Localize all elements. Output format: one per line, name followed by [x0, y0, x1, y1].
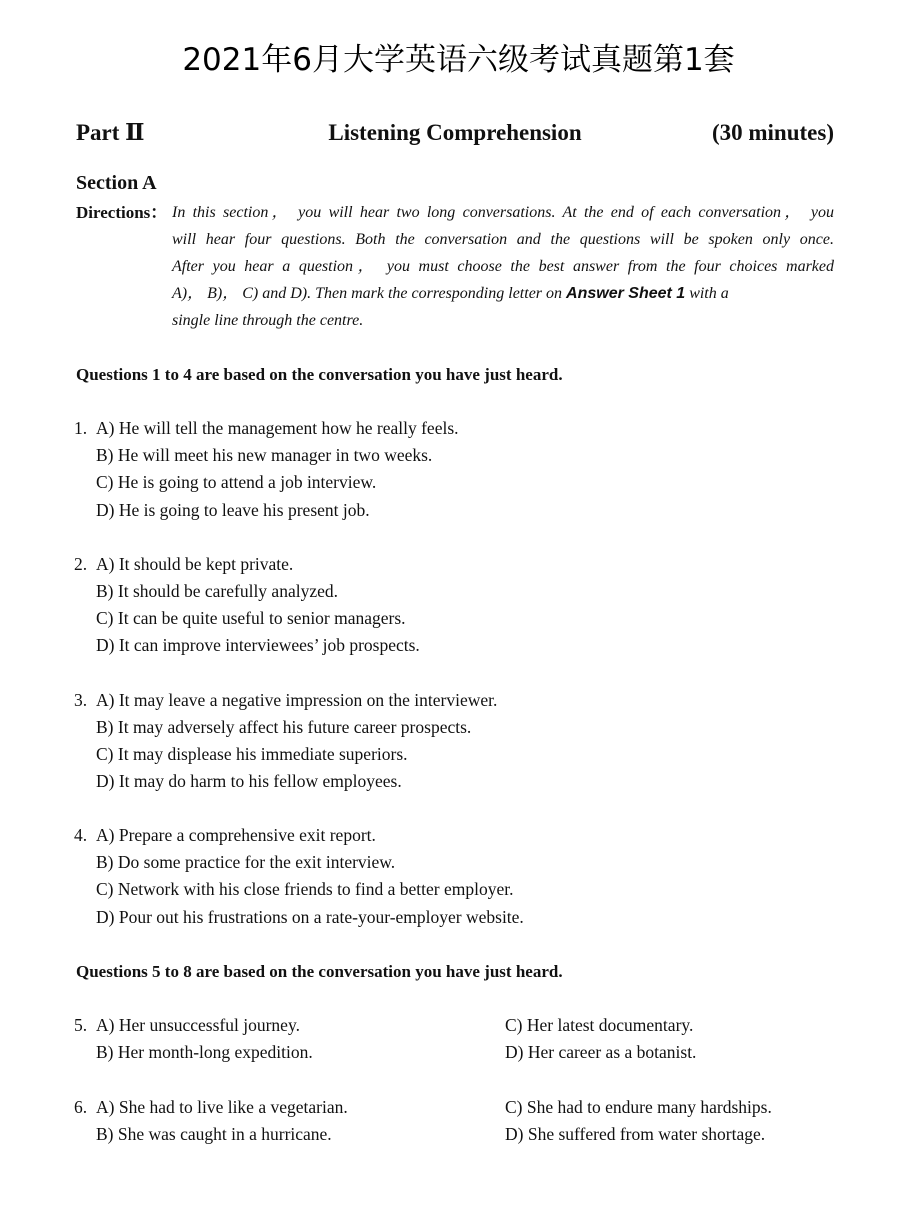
answer-option: B) Do some practice for the exit interview.: [96, 852, 396, 872]
answer-option: D) Her career as a botanist.: [505, 1042, 697, 1062]
directions-line: In this section， you will hear two long conversations. At the end of each conversation， you: [172, 204, 834, 221]
question-group-heading: Questions 5 to 8 are based on the conversation you have just heard.: [76, 962, 563, 981]
question-number: 4.: [74, 825, 88, 845]
answer-option: B) Her month-long expedition.: [96, 1042, 313, 1062]
question-number: 1.: [74, 418, 88, 438]
directions-text: with a: [689, 285, 729, 302]
answer-option: A) Prepare a comprehensive exit report.: [96, 825, 376, 845]
part-name: Listening Comprehension: [328, 120, 582, 145]
directions-label: Directions：: [76, 203, 168, 222]
answer-option: A) She had to live like a vegetarian.: [96, 1097, 348, 1117]
answer-option: B) It should be carefully analyzed.: [96, 581, 338, 601]
answer-option: D) He is going to leave his present job.: [96, 500, 370, 520]
question-number: 6.: [74, 1097, 88, 1117]
part-header: [76, 117, 834, 149]
directions-text: A)， B)， C) and D). Then mark the corresponding letter on: [172, 285, 563, 302]
answer-option: B) She was caught in a hurricane.: [96, 1124, 332, 1144]
answer-option: D) It may do harm to his fellow employees.: [96, 771, 402, 791]
answer-option: D) It can improve interviewees’ job prospects.: [96, 635, 420, 655]
answer-option: C) She had to endure many hardships.: [505, 1097, 772, 1117]
answer-option: A) Her unsuccessful journey.: [96, 1015, 300, 1035]
page-title: 2021年6月大学英语六级考试真题第1套: [182, 42, 735, 78]
directions-line: single line through the centre.: [172, 312, 364, 329]
answer-option: A) It may leave a negative impression on the interviewer.: [96, 690, 498, 710]
answer-option: C) Network with his close friends to find a better employer.: [96, 879, 514, 899]
answer-option: C) Her latest documentary.: [505, 1015, 694, 1035]
question-number: 2.: [74, 554, 88, 574]
part-time: (30 minutes): [711, 120, 834, 145]
answer-option: C) He is going to attend a job interview.: [96, 472, 377, 492]
section-title: Section A: [76, 172, 157, 194]
directions-line: After you hear a question， you must choose the best answer from the four choices marked: [172, 258, 834, 275]
answer-option: C) It may displease his immediate superiors.: [96, 744, 408, 764]
answer-option: A) It should be kept private.: [96, 554, 294, 574]
answer-option: C) It can be quite useful to senior managers.: [96, 608, 406, 628]
answer-option: A) He will tell the management how he really feels.: [96, 418, 459, 438]
answer-option: D) She suffered from water shortage.: [505, 1124, 766, 1144]
part-label: Part Ⅱ: [76, 120, 145, 145]
directions-line: will hear four questions. Both the conversation and the questions will be spoken only once.: [172, 231, 834, 248]
directions-line: [172, 280, 834, 307]
answer-sheet-label: Answer Sheet 1: [566, 285, 686, 302]
answer-option: D) Pour out his frustrations on a rate-your-employer website.: [96, 907, 524, 927]
question-number: 5.: [74, 1015, 88, 1035]
answer-option: B) It may adversely affect his future career prospects.: [96, 717, 472, 737]
question-group-heading: Questions 1 to 4 are based on the conversation you have just heard.: [76, 365, 563, 384]
question-number: 3.: [74, 690, 88, 710]
answer-option: B) He will meet his new manager in two weeks.: [96, 445, 433, 465]
